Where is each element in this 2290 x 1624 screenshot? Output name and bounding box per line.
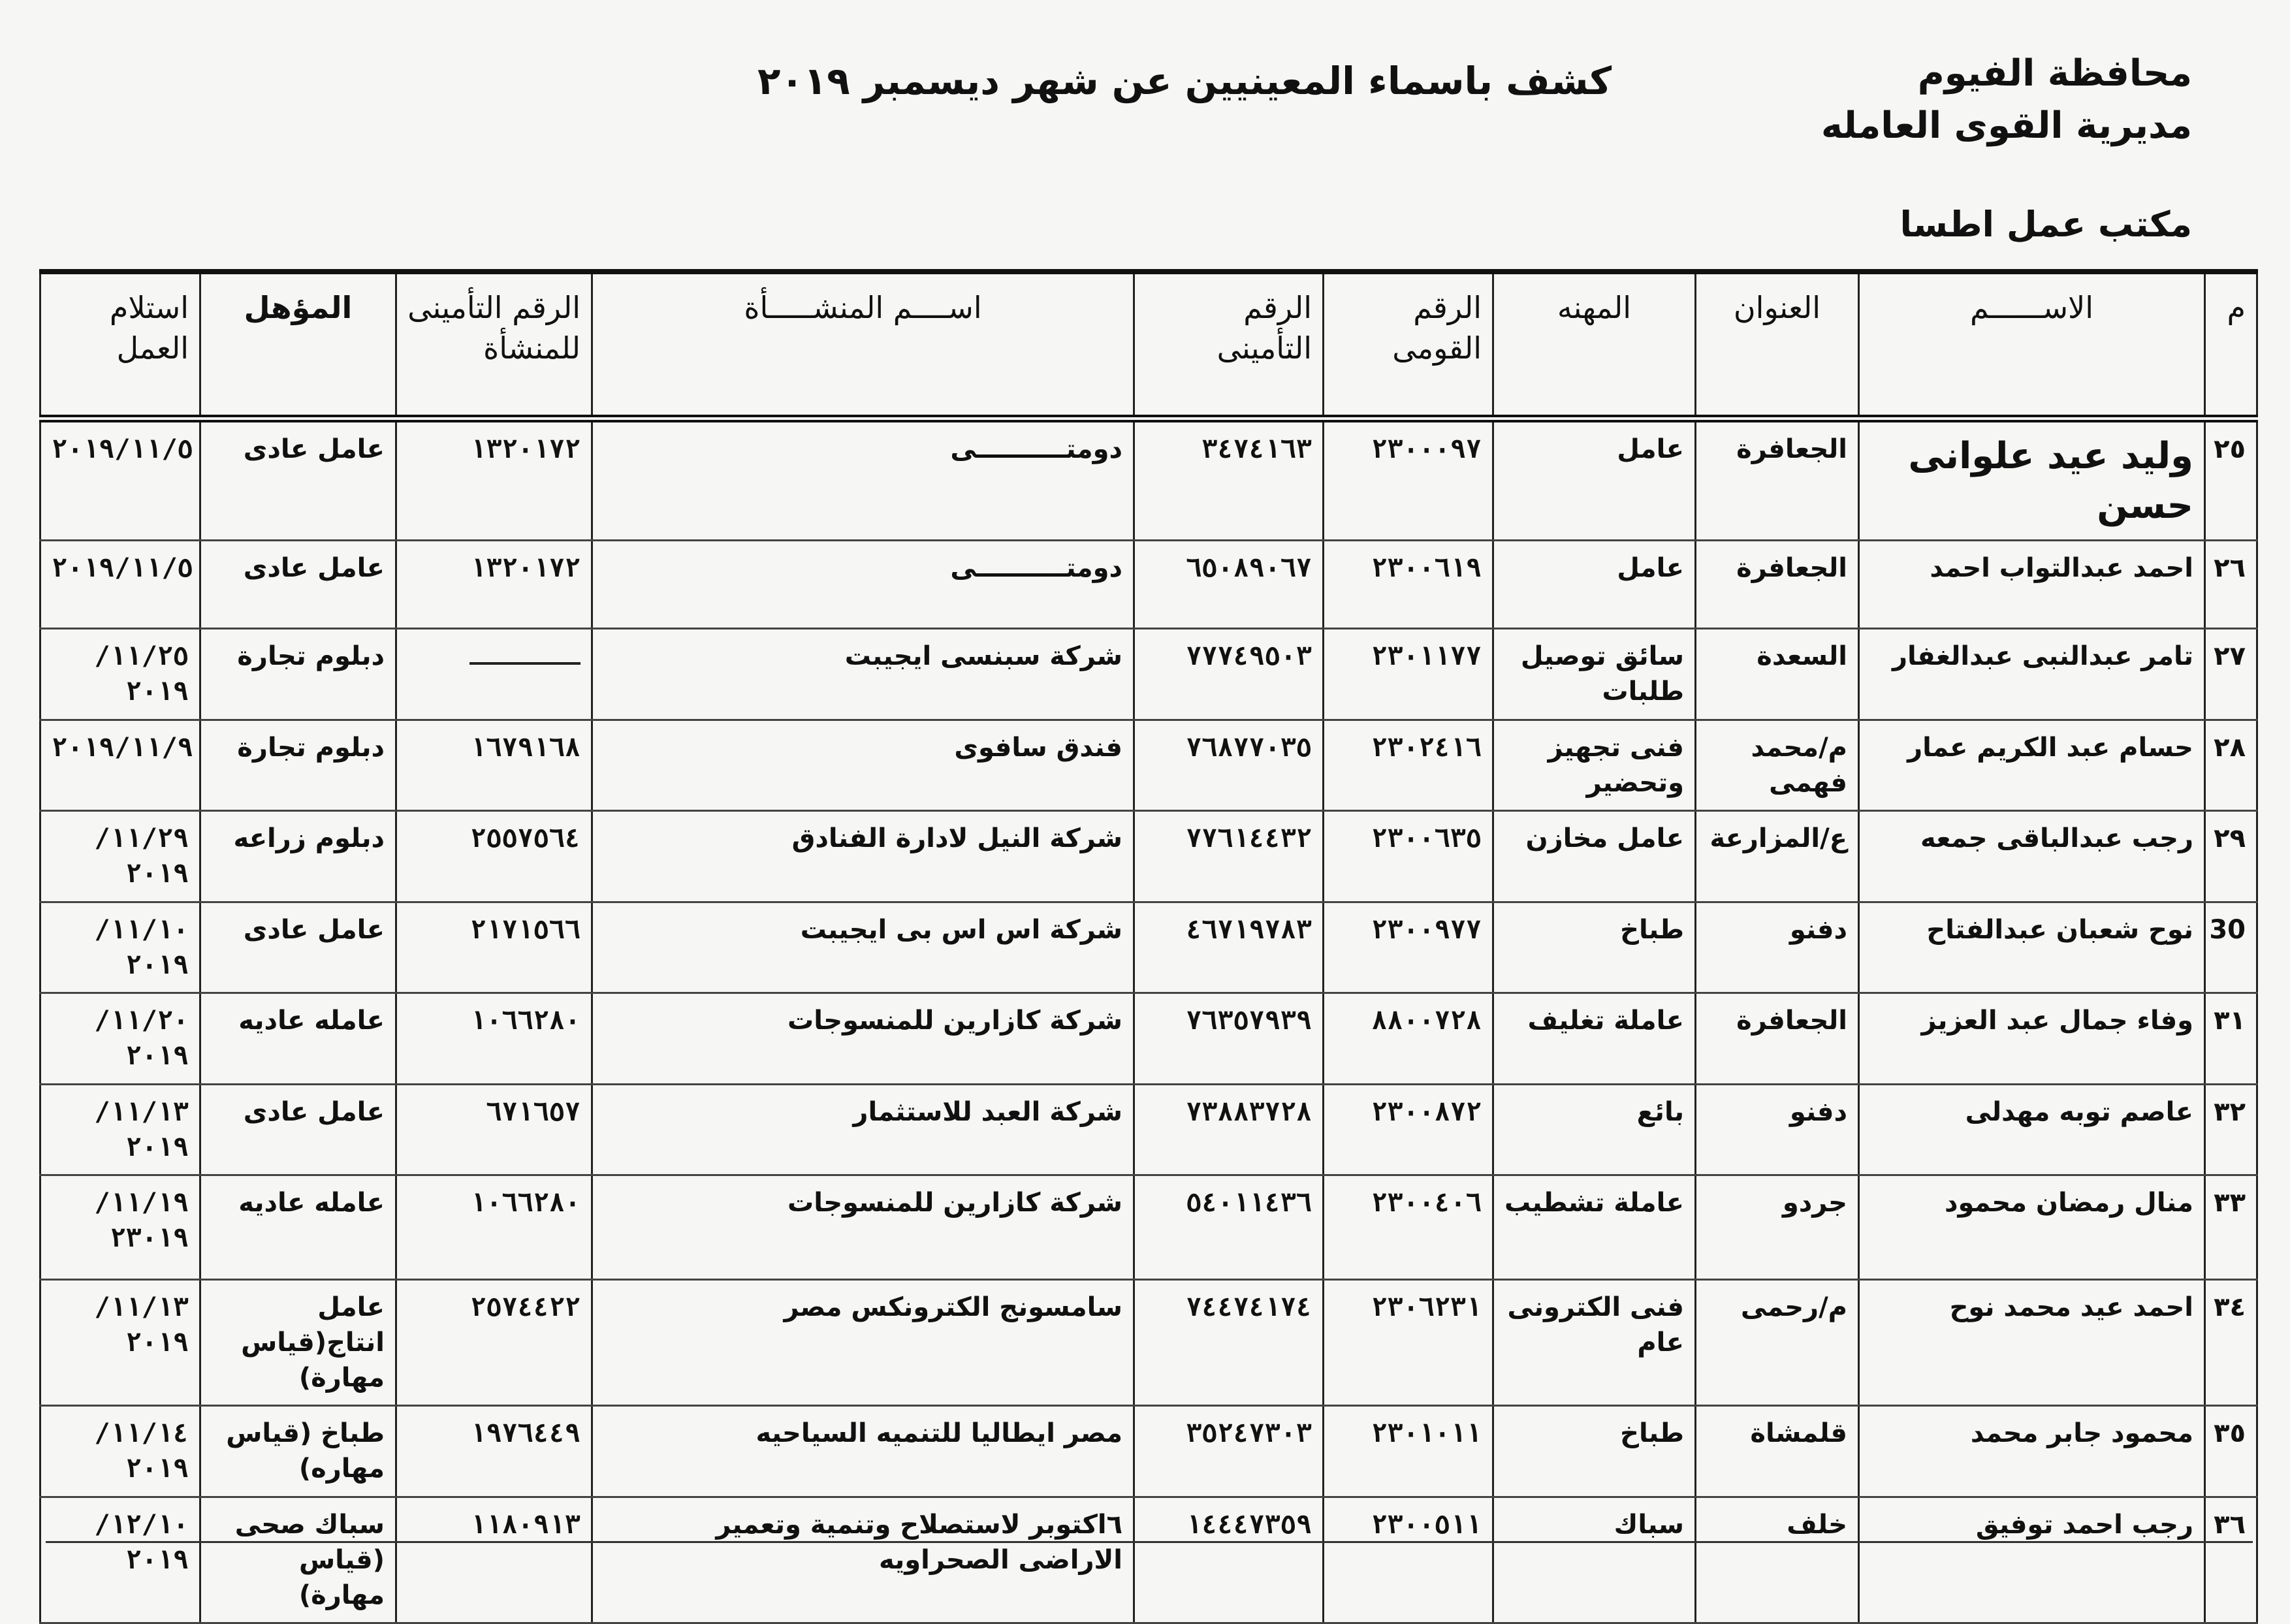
qualification-cell: دبلوم تجارة: [200, 629, 396, 720]
employee-name: رجب عبدالباقى جمعه: [1859, 811, 2205, 902]
establishment-cell: شركة كازارين للمنسوجات: [592, 1175, 1134, 1280]
insurance-number-cell: ٦٥٠٨٩٠٦٧: [1134, 541, 1324, 629]
establishment-cell: سامسونج الكترونكس مصر: [592, 1280, 1134, 1406]
insurance-number-cell: ٧٣٨٨٣٧٢٨: [1134, 1085, 1324, 1175]
est-insurance-cell: ٢٥٥٧٥٦٤: [396, 811, 592, 902]
employee-name: نوح شعبان عبدالفتاح: [1859, 902, 2205, 993]
national-id-cell: ٢٣٠٠٥١١: [1324, 1497, 1493, 1623]
address-cell: دفنو: [1696, 902, 1859, 993]
est-insurance-cell: ١٣٢٠١٧٢: [396, 541, 592, 629]
table-row: [40, 629, 2257, 720]
profession-cell: سباك: [1493, 1497, 1696, 1623]
start-date-cell: ١١/١٣/ ٢٠١٩: [40, 1280, 200, 1406]
establishment-cell: ٦اكتوبر لاستصلاح وتنمية وتعمير الاراضى الصحراويه: [592, 1497, 1134, 1623]
profession-cell: بائع: [1493, 1085, 1696, 1175]
address-cell: الجعافرة: [1696, 541, 1859, 629]
row-number: ٣٦: [2205, 1497, 2257, 1623]
establishment-cell: شركة سبنسى ايجيبت: [592, 629, 1134, 720]
col-insurance-header: الرقم التأمينى: [1134, 272, 1324, 419]
est-insurance-cell: ١٩٧٦٤٤٩: [396, 1406, 592, 1497]
row-number: ٣٥: [2205, 1406, 2257, 1497]
insurance-number-cell: ٧٧٦١٤٤٣٢: [1134, 811, 1324, 902]
row-number: ٢٧: [2205, 629, 2257, 720]
office-label: مكتب عمل اطسا: [1900, 204, 2192, 245]
employee-name: احمد عيد محمد نوح: [1859, 1280, 2205, 1406]
profession-cell: فنى الكترونى عام: [1493, 1280, 1696, 1406]
address-cell: الجعافرة: [1696, 419, 1859, 541]
row-number: ٣٢: [2205, 1085, 2257, 1175]
governorate-label: محافظة الفيوم: [1917, 52, 2192, 95]
est-insurance-cell: ١٦٧٩١٦٨: [396, 720, 592, 811]
profession-cell: عامل: [1493, 419, 1696, 541]
est-insurance-cell: ١٠٦٦٢٨٠: [396, 1175, 592, 1280]
employee-name: عاصم توبه مهدلى: [1859, 1085, 2205, 1175]
insurance-number-cell: ٧٦٨٧٧٠٣٥: [1134, 720, 1324, 811]
insurance-number-cell: ٤٦٧١٩٧٨٣: [1134, 902, 1324, 993]
address-cell: م/محمد فهمى: [1696, 720, 1859, 811]
establishment-cell: فندق سافوى: [592, 720, 1134, 811]
est-insurance-cell: ١١٨٠٩١٣: [396, 1497, 592, 1623]
row-number: 30: [2205, 902, 2257, 993]
est-insurance-cell: ٦٧١٦٥٧: [396, 1085, 592, 1175]
establishment-cell: شركة كازارين للمنسوجات: [592, 993, 1134, 1085]
address-cell: الجعافرة: [1696, 993, 1859, 1085]
qualification-cell: عامل عادى: [200, 902, 396, 993]
row-number: ٣٤: [2205, 1280, 2257, 1406]
employee-name: منال رمضان محمود: [1859, 1175, 2205, 1280]
profession-cell: فنى تجهيز وتحضير: [1493, 720, 1696, 811]
row-number: ٢٩: [2205, 811, 2257, 902]
row-number: ٢٨: [2205, 720, 2257, 811]
col-start-date-header: استلام العمل: [40, 272, 200, 419]
establishment-cell: شركة النيل لادارة الفنادق: [592, 811, 1134, 902]
table-row: [40, 1280, 2257, 1406]
profession-cell: طباخ: [1493, 1406, 1696, 1497]
table-row: [40, 1175, 2257, 1280]
national-id-cell: ٢٣٠١١٧٧: [1324, 629, 1493, 720]
table-header-row: [40, 272, 2257, 419]
bottom-rule: [46, 1541, 2253, 1543]
profession-cell: عامل مخازن: [1493, 811, 1696, 902]
empty-dash: [469, 662, 580, 665]
start-date-cell: ١١/١٣/ ٢٠١٩: [40, 1085, 200, 1175]
insurance-number-cell: ٧٦٣٥٧٩٣٩: [1134, 993, 1324, 1085]
employee-name: احمد عبدالتواب احمد: [1859, 541, 2205, 629]
table-row: [40, 541, 2257, 629]
national-id-cell: ٢٣٠٠٩٧٧: [1324, 902, 1493, 993]
col-est-insurance-header: الرقم التأمينى للمنشأة: [396, 272, 592, 419]
start-date-cell: ١٢/١٠/ ٢٠١٩: [40, 1497, 200, 1623]
address-cell: جردو: [1696, 1175, 1859, 1280]
est-insurance-cell: [396, 629, 592, 720]
insurance-number-cell: ٣٤٧٤١٦٣: [1134, 419, 1324, 541]
col-national-id-header: الرقم القومى: [1324, 272, 1493, 419]
qualification-cell: طباخ (قياس مهاره): [200, 1406, 396, 1497]
qualification-cell: عامل عادى: [200, 1085, 396, 1175]
table-row: [40, 720, 2257, 811]
row-number: ٢٥: [2205, 419, 2257, 541]
profession-cell: عاملة تشطيب: [1493, 1175, 1696, 1280]
table-row: [40, 1406, 2257, 1497]
establishment-cell: دومتــــــــــى: [592, 419, 1134, 541]
row-number: ٣٣: [2205, 1175, 2257, 1280]
national-id-cell: ٢٣٠٠٨٧٢: [1324, 1085, 1493, 1175]
est-insurance-cell: ١٣٢٠١٧٢: [396, 419, 592, 541]
document-title: كشف باسماء المعينيين عن شهر ديسمبر ٢٠١٩: [757, 59, 1612, 103]
employee-name: تامر عبدالنبى عبدالغفار: [1859, 629, 2205, 720]
start-date-cell: ١١/٢٩/ ٢٠١٩: [40, 811, 200, 902]
qualification-cell: سباك صحى (قياس مهارة): [200, 1497, 396, 1623]
qualification-cell: دبلوم تجارة: [200, 720, 396, 811]
col-name-header: الاســــــم: [1859, 272, 2205, 419]
table-body: [40, 419, 2257, 1623]
qualification-cell: عامل عادى: [200, 419, 396, 541]
qualification-cell: عامل عادى: [200, 541, 396, 629]
est-insurance-cell: ٢١٧١٥٦٦: [396, 902, 592, 993]
national-id-cell: ٢٣٠٠٦١٩: [1324, 541, 1493, 629]
address-cell: قلمشاة: [1696, 1406, 1859, 1497]
employee-name: وليد عيد علوانى حسن: [1859, 419, 2205, 541]
insurance-number-cell: ١٤٤٤٧٣٥٩: [1134, 1497, 1324, 1623]
table-row: [40, 419, 2257, 541]
col-address-header: العنوان: [1696, 272, 1859, 419]
start-date-cell: ١١/١٩/ ٢٣٠١٩: [40, 1175, 200, 1280]
col-qualification-header: المؤهل: [200, 272, 396, 419]
start-date-cell: ٢٠١٩/١١/٩: [40, 720, 200, 811]
establishment-cell: شركة اس اس بى ايجيبت: [592, 902, 1134, 993]
table-row: [40, 993, 2257, 1085]
profession-cell: طباخ: [1493, 902, 1696, 993]
directorate-label: مديرية القوى العامله: [1821, 104, 2192, 147]
start-date-cell: ٢٠١٩/١١/٥: [40, 419, 200, 541]
start-date-cell: ١١/١٤/ ٢٠١٩: [40, 1406, 200, 1497]
start-date-cell: ١١/١٠/ ٢٠١٩: [40, 902, 200, 993]
table-row: [40, 811, 2257, 902]
profession-cell: عاملة تغليف: [1493, 993, 1696, 1085]
profession-cell: سائق توصيل طلبات: [1493, 629, 1696, 720]
address-cell: م/رحمى: [1696, 1280, 1859, 1406]
start-date-cell: ٢٠١٩/١١/٥: [40, 541, 200, 629]
insurance-number-cell: ٣٥٢٤٧٣٠٣: [1134, 1406, 1324, 1497]
appointees-table: [39, 269, 2258, 1624]
establishment-cell: دومتــــــــــى: [592, 541, 1134, 629]
national-id-cell: ٢٣٠٠٠٩٧: [1324, 419, 1493, 541]
address-cell: السعدة: [1696, 629, 1859, 720]
table-row: [40, 1085, 2257, 1175]
start-date-cell: ١١/٢٥/ ٢٠١٩: [40, 629, 200, 720]
employee-name: محمود جابر محمد: [1859, 1406, 2205, 1497]
employee-name: رجب احمد توفيق: [1859, 1497, 2205, 1623]
insurance-number-cell: ٧٧٧٤٩٥٠٣: [1134, 629, 1324, 720]
qualification-cell: دبلوم زراعه: [200, 811, 396, 902]
col-no-header: م: [2205, 272, 2257, 419]
col-profession-header: المهنه: [1493, 272, 1696, 419]
address-cell: دفنو: [1696, 1085, 1859, 1175]
national-id-cell: ٢٣٠١٠١١: [1324, 1406, 1493, 1497]
national-id-cell: ٨٨٠٠٧٢٨: [1324, 993, 1493, 1085]
row-number: ٢٦: [2205, 541, 2257, 629]
address-cell: ع/المزارعة: [1696, 811, 1859, 902]
row-number: ٣١: [2205, 993, 2257, 1085]
col-establishment-header: اســــم المنشـــــأة: [592, 272, 1134, 419]
national-id-cell: ٢٣٠٠٦٣٥: [1324, 811, 1493, 902]
national-id-cell: ٢٣٠٦٢٣١: [1324, 1280, 1493, 1406]
address-cell: خلف: [1696, 1497, 1859, 1623]
est-insurance-cell: ٢٥٧٤٤٢٢: [396, 1280, 592, 1406]
qualification-cell: عامله عاديه: [200, 1175, 396, 1280]
table-row: [40, 902, 2257, 993]
employee-name: وفاء جمال عبد العزيز: [1859, 993, 2205, 1085]
establishment-cell: شركة العبد للاستثمار: [592, 1085, 1134, 1175]
table-row: [40, 1497, 2257, 1623]
national-id-cell: ٢٣٠٢٤١٦: [1324, 720, 1493, 811]
est-insurance-cell: ١٠٦٦٢٨٠: [396, 993, 592, 1085]
employee-name: حسام عبد الكريم عمار: [1859, 720, 2205, 811]
qualification-cell: عامل انتاج(قياس مهارة): [200, 1280, 396, 1406]
profession-cell: عامل: [1493, 541, 1696, 629]
establishment-cell: مصر ايطاليا للتنميه السياحيه: [592, 1406, 1134, 1497]
insurance-number-cell: ٧٤٤٧٤١٧٤: [1134, 1280, 1324, 1406]
national-id-cell: ٢٣٠٠٤٠٦: [1324, 1175, 1493, 1280]
qualification-cell: عامله عاديه: [200, 993, 396, 1085]
insurance-number-cell: ٥٤٠١١٤٣٦: [1134, 1175, 1324, 1280]
start-date-cell: ١١/٢٠/ ٢٠١٩: [40, 993, 200, 1085]
